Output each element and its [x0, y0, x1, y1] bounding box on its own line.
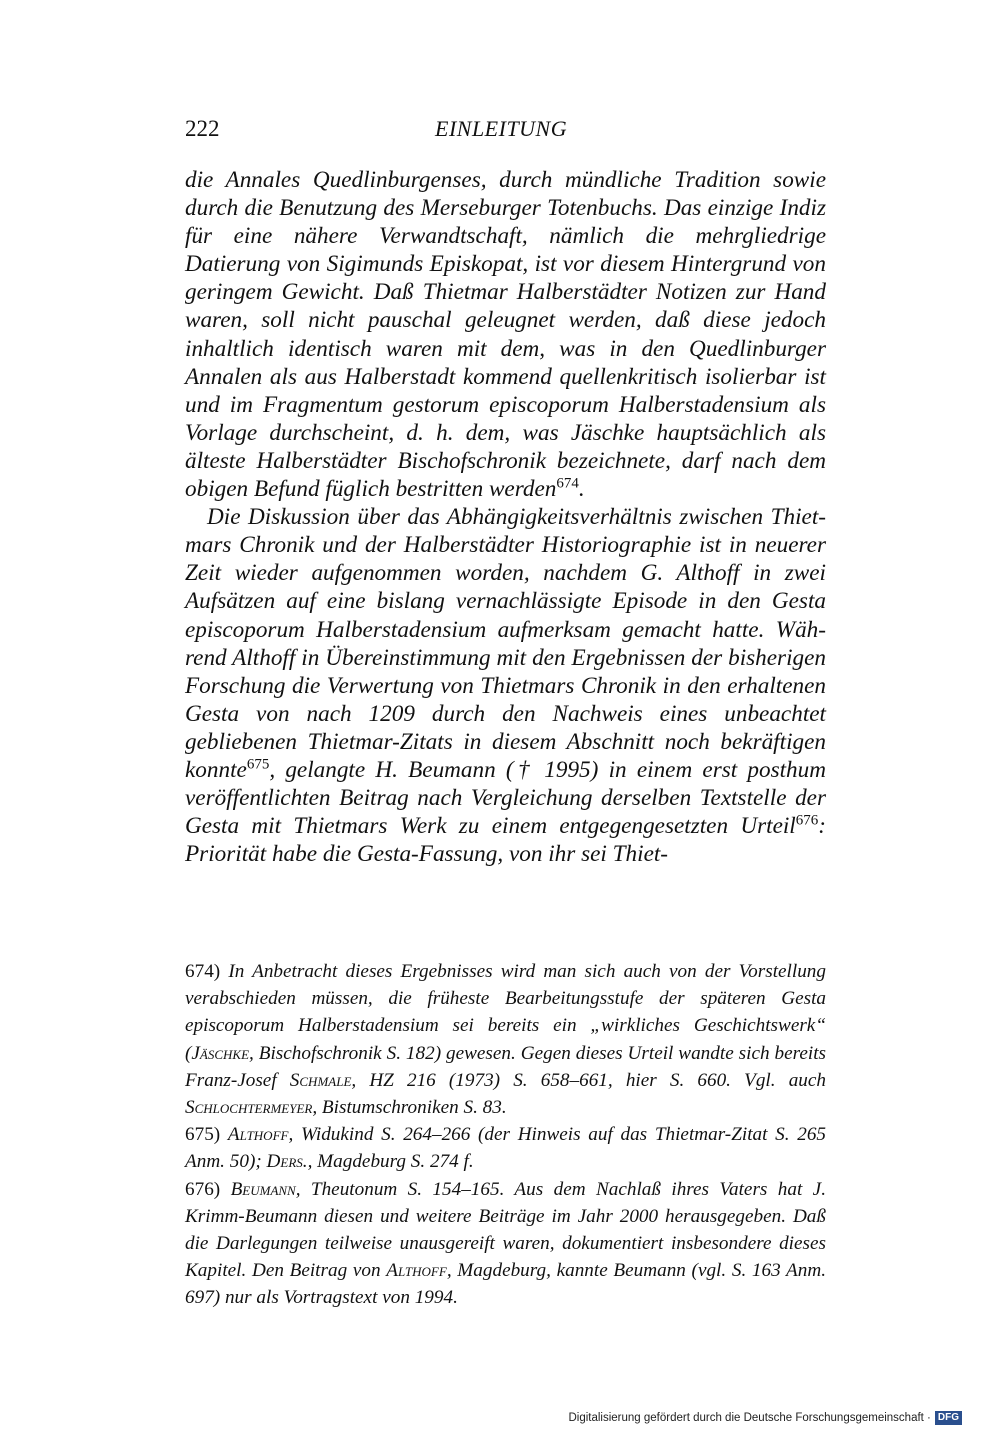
author-name: Jäschke	[191, 1042, 250, 1064]
author-name: Schmale	[289, 1069, 352, 1091]
footnote-ref: 675	[246, 756, 270, 773]
running-title: EINLEITUNG	[435, 116, 568, 141]
author-name: Althoff	[386, 1260, 447, 1282]
paragraph	[185, 503, 826, 868]
footnotes	[185, 958, 826, 1312]
footnote-text: , Magdeburg, kannte Beumann (vgl. S. 163 Anm. 697) nur als Vortragstext von 1994.	[185, 1260, 827, 1309]
author-name: Schlochtermeyer	[185, 1097, 313, 1119]
paragraph	[185, 166, 826, 503]
footnote-number: 676)	[185, 1178, 221, 1200]
footnote-ref: 676	[795, 812, 819, 829]
footnote	[185, 1176, 826, 1312]
paragraph-text: : Priorität habe die Gesta-Fassung, von ihr sei Thiet-	[185, 813, 826, 868]
footnote-text: , Widukind S. 264–266 (der Hinweis auf das Thietmar-Zitat S. 265 Anm. 50);	[185, 1124, 827, 1173]
footnote-text: , HZ 216 (1973) S. 658–661, hier S. 660. Vgl. auch	[351, 1069, 826, 1091]
author-name: Althoff	[227, 1124, 289, 1146]
paragraph-text: , gelangte H. Beumann († 1995) in einem erst posthum veröffentlichten Beitrag nach Vergleichung derselben Textstelle der Gesta mit Thietmars Werk zu einem entgegengesetzten Urteil	[185, 756, 826, 840]
main-text	[185, 166, 826, 868]
dfg-logo: DFG	[935, 1411, 962, 1425]
footnote-number: 674)	[185, 961, 221, 982]
digitization-credit	[568, 1411, 962, 1425]
paragraph-text: Die Diskussion über das Abhängigkeitsverhältnis zwischen Thietmars Chronik und der Halberstädter Historiographie ist in neuerer Zeit wieder aufgenommen worden, nachdem G. Althoff in zwei Aufsätzen auf eine bislang vernachlässigte Episode in den Gesta episcoporum Halberstadensium aufmerksam gemacht hatte. Während Althoff in Übereinstimmung mit den Ergebnissen der bisherigen Forschung die Verwertung von Thietmars Chronik in den erhaltenen Gesta von nach 1209 durch den Nachweis eines unbeachtet gebliebenen Thietmar-Zitats in diesem Abschnitt noch bekräftigen konnte	[185, 504, 826, 783]
footnote-text: , Bischofschronik S. 182) gewesen. Gegen dieses Urteil wandte sich bereits Franz-Josef	[185, 1042, 826, 1091]
footnote-text	[220, 1179, 230, 1200]
author-name: Beumann	[230, 1178, 296, 1200]
footnote-ref: 674	[556, 475, 579, 492]
footnote	[185, 958, 826, 1121]
page-number: 222	[185, 116, 220, 141]
footnote	[185, 1121, 826, 1175]
footnote-text	[220, 1124, 228, 1145]
credit-text: Digitalisierung gefördert durch die Deutsche Forschungsgemeinschaft ·	[568, 1412, 931, 1424]
author-name: Ders.	[266, 1151, 308, 1173]
footnote-text: , Theutonum S. 154–165. Aus dem Nachlaß ihres Vaters hat J. Krimm-Beumann diesen und weitere Beiträge im Jahr 2000 herausgegeben. Daß die Darlegungen teilweise unausgereift waren, dokumentiert insbesondere dieses Kapitel. Den Beitrag von	[185, 1178, 826, 1282]
footnote-number: 675)	[185, 1124, 221, 1146]
footnote-text: In Anbetracht dieses Ergebnisses wird man sich auch von der Vorstellung verabschieden müssen, die früheste Bearbeitungsstufe der späteren Gesta episcoporum Halberstadensium sei bereits ein „wirkliches Geschichtswerk“ (	[185, 961, 826, 1064]
footnote-text: , Magdeburg S. 274 f.	[307, 1151, 474, 1173]
paragraph-end: .	[578, 476, 585, 503]
paragraph-text: die Annales Quedlinburgenses, durch mündliche Tradition sowie durch die Benutzung des Merseburger Totenbuchs. Das einzige Indiz für eine nähere Verwandtschaft, nämlich die mehrgliedrige Datierung von Sigimunds Episkopat, ist vor diesem Hintergrund von geringem Gewicht. Daß Thietmar Halberstädter Notizen zur Hand waren, soll nicht pauschal geleugnet werden, daß diese jedoch inhaltlich identisch waren mit dem, was in den Quedlinburger Annalen als aus Halberstadt kommend quellenkritisch isolierbar ist und im Fragmentum gestorum episcoporum Halberstadensium als Vorlage durchscheint, d. h. dem, was Jäschke hauptsächlich als älteste Halberstädter Bischofschronik bezeichnete, darf nach dem obigen Befund füglich bestritten werden	[185, 167, 826, 503]
footnote-text: , Bistumschroniken S. 83.	[312, 1097, 507, 1119]
